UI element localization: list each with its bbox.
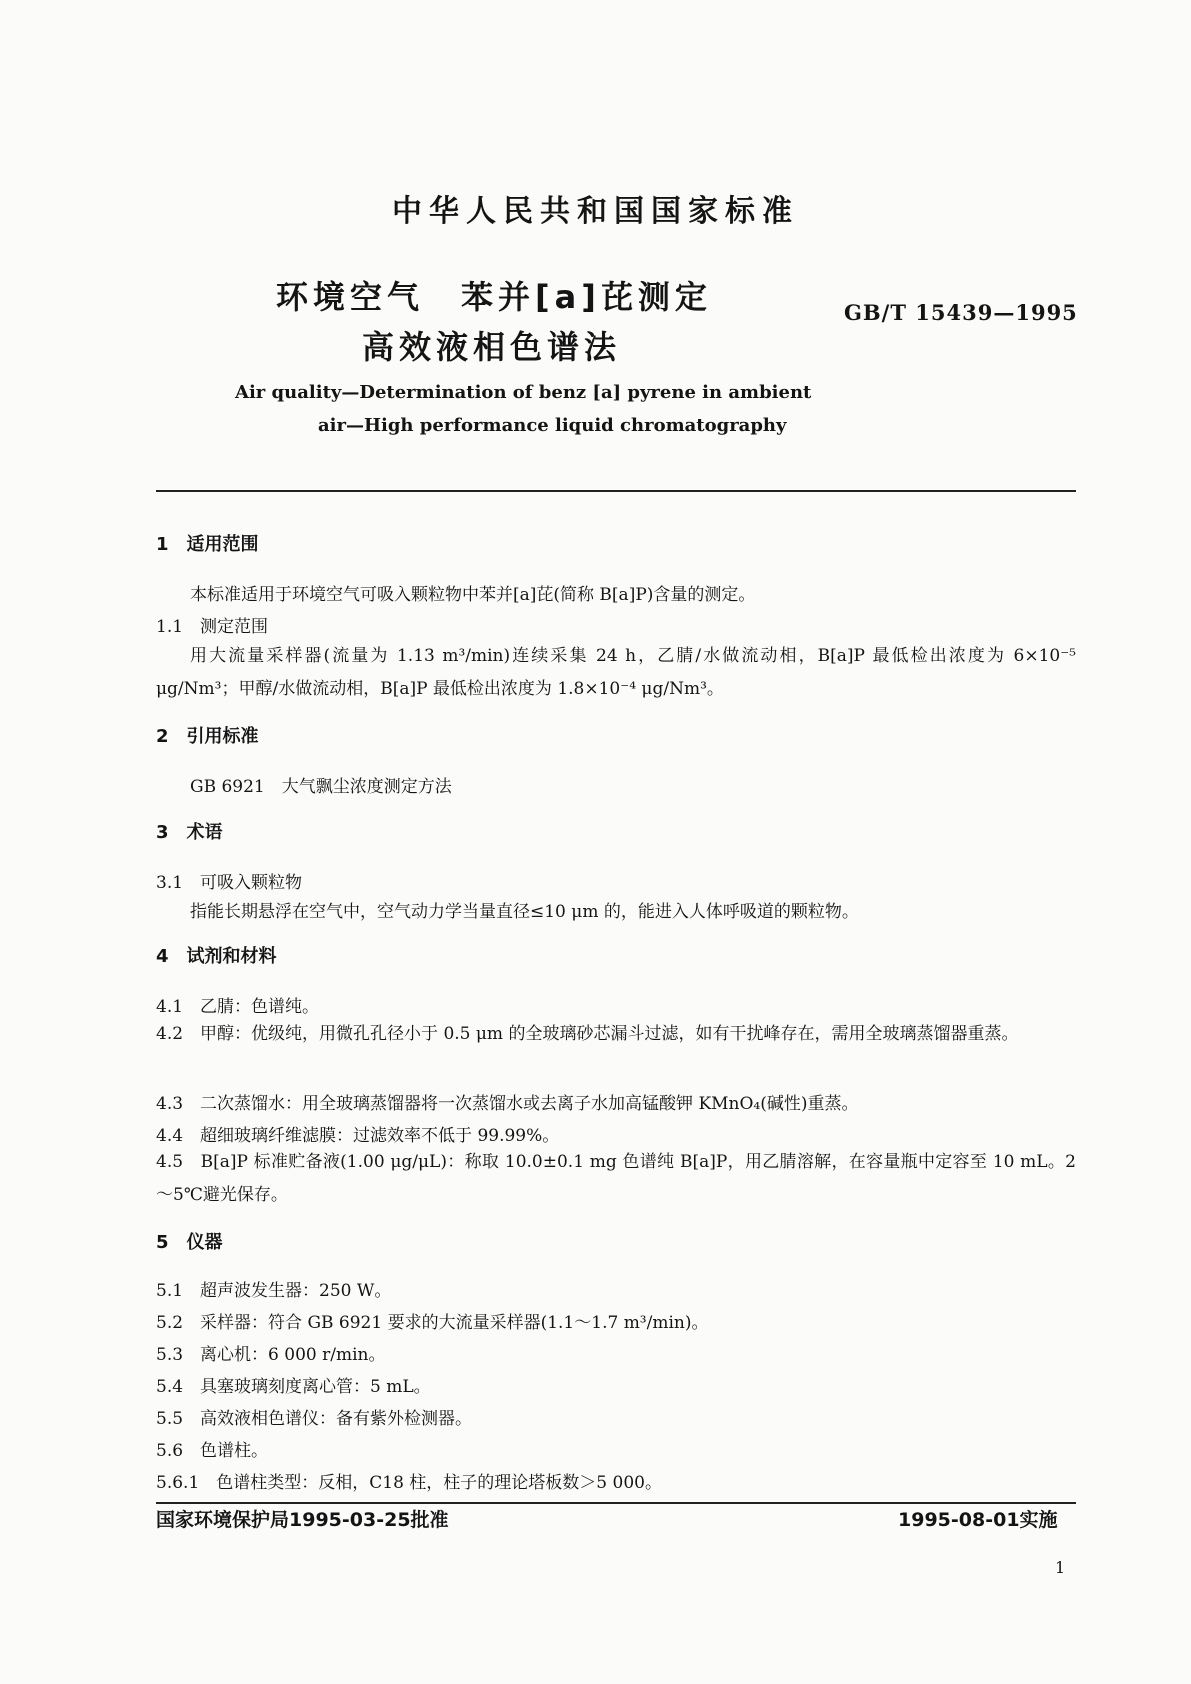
standard-code: GB/T 15439—1995: [844, 300, 1078, 325]
title-en-line2: air—High performance liquid chromatography: [318, 415, 787, 436]
section-2-heading: 2 引用标准: [156, 726, 259, 747]
section-4-1: 4.1 乙腈：色谱纯。: [156, 997, 320, 1017]
header-divider: [156, 490, 1076, 492]
section-1-1-heading: 1.1 测定范围: [156, 617, 269, 637]
section-5-6-1: 5.6.1 色谱柱类型：反相，C18 柱，柱子的理论塔板数＞5 000。: [156, 1473, 662, 1493]
section-5-heading: 5 仪器: [156, 1232, 223, 1253]
approval-date: 国家环境保护局1995-03-25批准: [156, 1509, 449, 1531]
section-5-6: 5.6 色谱柱。: [156, 1441, 269, 1461]
section-3-1-text: 指能长期悬浮在空气中，空气动力学当量直径≤10 μm 的，能进入人体呼吸道的颗粒物。: [190, 902, 859, 922]
title-en-line1: Air quality—Determination of benz [a] pyrene in ambient: [235, 382, 812, 403]
section-5-1: 5.1 超声波发生器：250 W。: [156, 1281, 392, 1301]
section-5-3: 5.3 离心机：6 000 r/min。: [156, 1345, 386, 1365]
title-cn-line2: 高效液相色谱法: [362, 328, 622, 366]
section-4-heading: 4 试剂和材料: [156, 946, 277, 967]
section-4-2: 4.2 甲醇：优级纯，用微孔孔径小于 0.5 μm 的全玻璃砂芯漏斗过滤，如有干扰峰存在，需用全玻璃蒸馏器重蒸。: [156, 1024, 1019, 1044]
national-standard-header: 中华人民共和国国家标准: [392, 194, 799, 229]
footer-divider: [156, 1502, 1076, 1504]
section-3-1-heading: 3.1 可吸入颗粒物: [156, 873, 303, 893]
title-cn-line1: 环境空气 苯并[a]芘测定: [276, 278, 712, 316]
section-1-1-text: 用大流量采样器(流量为 1.13 m³/min)连续采集 24 h，乙腈/水做流动相，B[a]P 最低检出浓度为 6×10⁻⁵ μg/Nm³；甲醇/水做流动相，B[a]P 最低检出浓度为 1.8×10⁻⁴ μg/Nm³。: [156, 646, 1076, 699]
section-5-2: 5.2 采样器：符合 GB 6921 要求的大流量采样器(1.1～1.7 m³/min)。: [156, 1313, 709, 1333]
section-1-text: 本标准适用于环境空气可吸入颗粒物中苯并[a]芘(简称 B[a]P)含量的测定。: [190, 585, 756, 605]
section-5-4: 5.4 具塞玻璃刻度离心管：5 mL。: [156, 1377, 431, 1397]
effective-date: 1995-08-01实施: [898, 1509, 1058, 1531]
section-3-heading: 3 术语: [156, 822, 223, 843]
section-2-text: GB 6921 大气飘尘浓度测定方法: [190, 777, 452, 797]
section-4-3: 4.3 二次蒸馏水：用全玻璃蒸馏器将一次蒸馏水或去离子水加高锰酸钾 KMnO₄(碱性)重蒸。: [156, 1094, 859, 1114]
section-4-5: 4.5 B[a]P 标准贮备液(1.00 μg/μL)：称取 10.0±0.1 mg 色谱纯 B[a]P，用乙腈溶解，在容量瓶中定容至 10 mL。2～5℃避光保存。: [156, 1152, 1076, 1205]
section-1-heading: 1 适用范围: [156, 534, 259, 555]
section-4-4: 4.4 超细玻璃纤维滤膜：过滤效率不低于 99.99%。: [156, 1126, 560, 1146]
section-5-5: 5.5 高效液相色谱仪：备有紫外检测器。: [156, 1409, 473, 1429]
page-number: 1: [1055, 1558, 1066, 1577]
